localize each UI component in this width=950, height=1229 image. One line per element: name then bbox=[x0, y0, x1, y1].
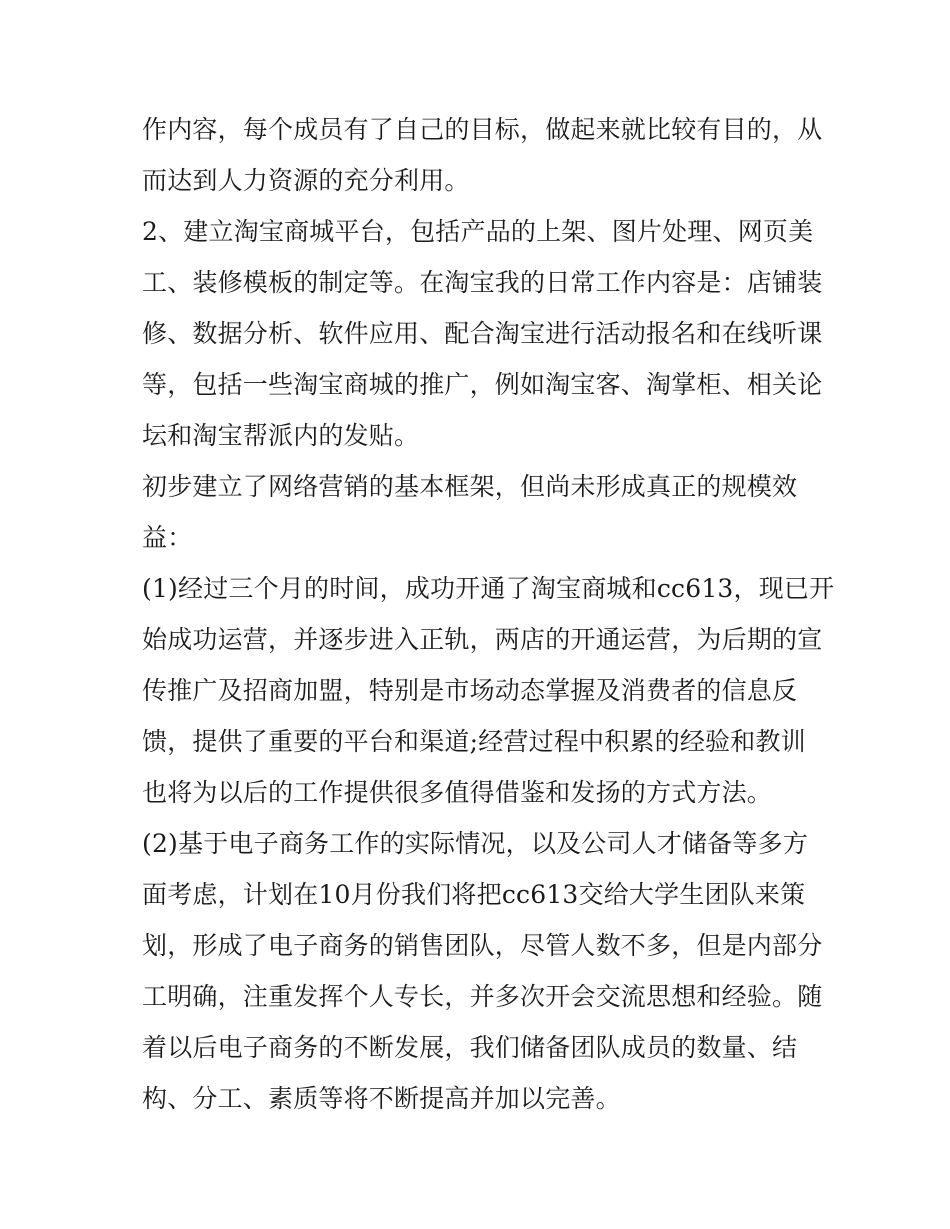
text-line: 2、建立淘宝商城平台，包括产品的上架、图片处理、网页美 bbox=[142, 217, 814, 246]
text-line: 初步建立了网络营销的基本框架，但尚未形成真正的规模效 bbox=[142, 472, 798, 501]
text-line: 修、数据分析、软件应用、配合淘宝进行活动报名和在线听课 bbox=[142, 319, 823, 348]
text-line: 等，包括一些淘宝商城的推广，例如淘宝客、淘掌柜、相关论 bbox=[142, 370, 823, 399]
document-body bbox=[142, 104, 835, 1124]
text-line: 面考虑，计划在10月份我们将把cc613交给大学生团队来策 bbox=[142, 880, 806, 909]
text-line: 着以后电子商务的不断发展，我们储备团队成员的数量、结 bbox=[142, 1033, 798, 1062]
text-line: 益： bbox=[142, 523, 193, 552]
text-line: 作内容，每个成员有了自己的目标，做起来就比较有目的，从 bbox=[142, 115, 823, 144]
text-line: (2)基于电子商务工作的实际情况，以及公司人才储备等多方 bbox=[142, 829, 809, 858]
text-line: 始成功运营，并逐步进入正轨，两店的开通运营，为后期的宣 bbox=[142, 625, 823, 654]
text-line: 工明确，注重发挥个人专长，并多次开会交流思想和经验。随 bbox=[142, 982, 823, 1011]
text-line: 划，形成了电子商务的销售团队，尽管人数不多，但是内部分 bbox=[142, 931, 823, 960]
text-line: 构、分工、素质等将不断提高并加以完善。 bbox=[142, 1084, 621, 1113]
text-line: (1)经过三个月的时间，成功开通了淘宝商城和cc613，现已开 bbox=[142, 574, 835, 603]
text-line: 坛和淘宝帮派内的发贴。 bbox=[142, 421, 420, 450]
text-line: 而达到人力资源的充分利用。 bbox=[142, 166, 470, 195]
text-line: 馈，提供了重要的平台和渠道;经营过程中积累的经验和教训 bbox=[142, 727, 806, 756]
text-line: 也将为以后的工作提供很多值得借鉴和发扬的方式方法。 bbox=[142, 778, 773, 807]
text-line: 工、装修模板的制定等。在淘宝我的日常工作内容是：店铺装 bbox=[142, 268, 823, 297]
text-line: 传推广及招商加盟，特别是市场动态掌握及消费者的信息反 bbox=[142, 676, 798, 705]
